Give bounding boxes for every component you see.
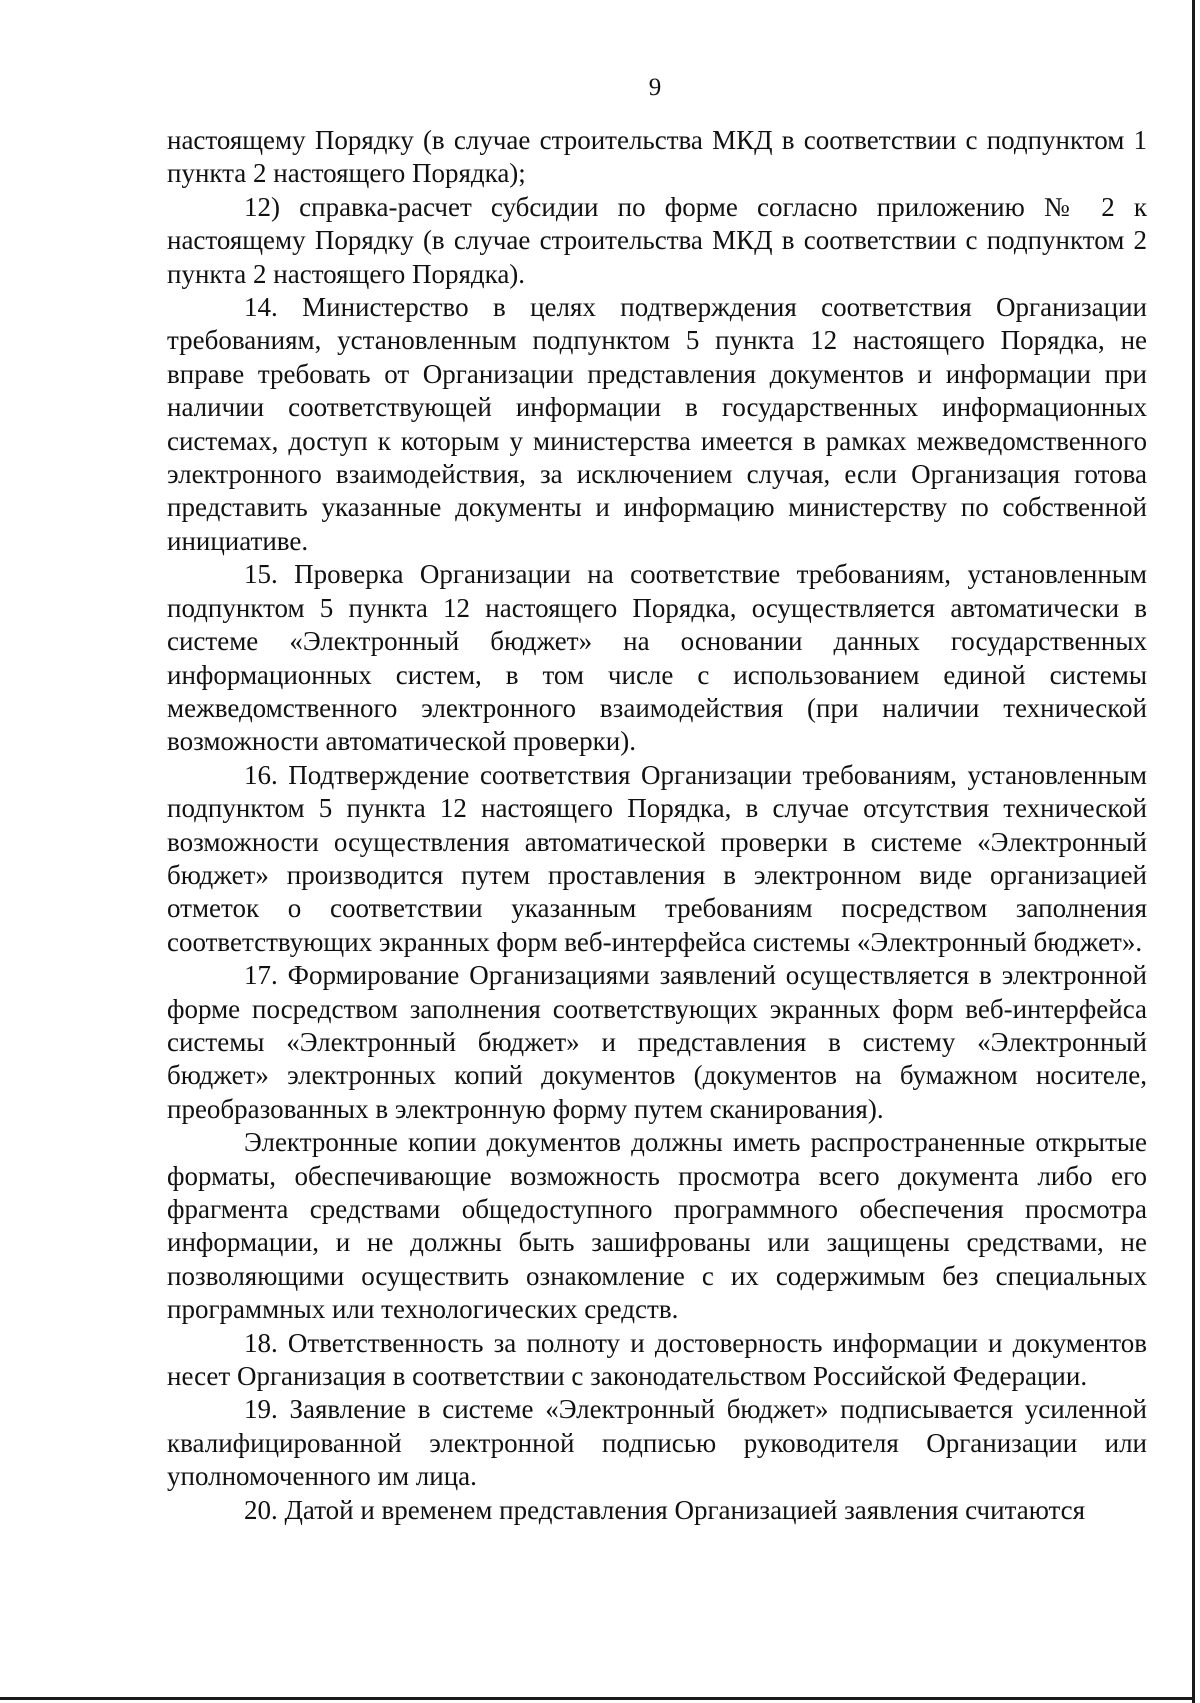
paragraph-item-12: 12) справка-расчет субсидии по форме согласно приложению № 2 к настоящему Порядку (в случае строительства МКД в соответствии с подпунктом 2 пункта 2 настоящего Порядка). [167,191,1147,289]
scan-edge-bottom [0,1697,1195,1700]
paragraph-17: 17. Формирование Организациями заявлений осуществляется в электронной форме посредством заполнения соответствующих экранных форм веб-интерфейса системы «Электронный бюджет» и представления в систему «Электронный бюджет» электронных копий документов (документов на бумажном носителе, преобразованных в электронную форму путем сканирования). [167,960,1147,1124]
paragraph-16: 16. Подтверждение соответствия Организации требованиям, установленным подпунктом 5 пункта 12 настоящего Порядка, в случае отсутствия технической возможности осуществления автоматической проверки в системе «Электронный бюджет» производится путем проставления в электронном виде организацией отметок о соответствии указанным требованиям посредством заполнения соответствующих экранных форм веб-интерфейса системы «Электронный бюджет». [167,759,1147,957]
scan-edge-right [1192,0,1195,1703]
paragraph-18: 18. Ответственность за полноту и достоверность информации и документов несет Организация в соответствии с законодательством Российской Федерации. [167,1327,1147,1392]
paragraph-15: 15. Проверка Организации на соответствие требованиям, установленным подпунктом 5 пункта 12 настоящего Порядка, осуществляется автоматически в системе «Электронный бюджет» на основании данных государственных информационных систем, в том числе с использованием единой системы межведомственного электронного взаимодействия (при наличии технической возможности автоматической проверки). [167,559,1147,757]
page-number: 9 [648,74,662,101]
paragraph-17-copies: Электронные копии документов должны иметь распространенные открытые форматы, обеспечивающие возможность просмотра всего документа либо его фрагмента средствами общедоступного программного обеспечения просмотра информации, и не должны быть зашифрованы или защищены средствами, не позволяющими осуществить ознакомление с их содержимым без специальных программных или технологических средств. [167,1127,1147,1325]
document-body [167,124,1147,1527]
paragraph-20: 20. Датой и временем представления Организацией заявления считаются [244,1494,1086,1525]
paragraph-14: 14. Министерство в целях подтверждения соответствия Организации требованиям, установленным подпунктом 5 пункта 12 настоящего Порядка, не вправе требовать от Организации представления документов и информации при наличии соответствующей информации в государственных информационных системах, доступ к которым у министерства имеется в рамках межведомственного электронного взаимодействия, за исключением случая, если Организация готова представить указанные документы и информацию министерству по собственной инициативе. [167,292,1147,556]
paragraph-continuation: настоящему Порядку (в случае строительства МКД в соответствии с подпунктом 1 пункта 2 настоящего Порядка); [167,125,1147,189]
paragraph-19: 19. Заявление в системе «Электронный бюджет» подписывается усиленной квалифицированной электронной подписью руководителя Организации или уполномоченного им лица. [167,1394,1147,1492]
